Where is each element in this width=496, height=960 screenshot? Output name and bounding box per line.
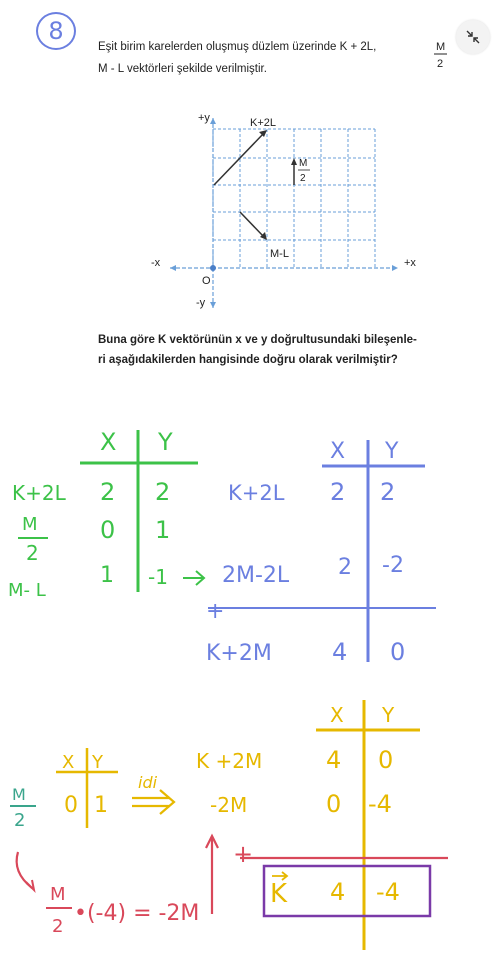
red-note-expr: •(-4) = -2M — [74, 901, 200, 926]
axis-y-neg-label: -y — [196, 297, 206, 309]
question-number: 8 — [36, 12, 76, 50]
blue-row1-y: 2 — [380, 478, 396, 506]
red-note-den: 2 — [52, 916, 64, 937]
yellow-main-table — [196, 700, 420, 950]
yellow-implication — [132, 773, 174, 814]
axis-y-pos-label: +y — [198, 112, 210, 124]
green-row3-label: M- L — [8, 580, 46, 601]
red-sum-line — [206, 836, 448, 914]
blue-row2-label: 2M-2L — [222, 563, 290, 588]
blue-row1-label: K+2L — [228, 481, 285, 505]
yellow-row2-label: -2M — [210, 793, 248, 817]
result-box — [264, 866, 430, 916]
yellow-row2-y: -4 — [368, 790, 392, 818]
blue-row2-x: 2 — [338, 555, 352, 580]
blue-row2-y: -2 — [382, 553, 404, 578]
green-row1-y: 2 — [155, 478, 171, 506]
label-m2-den: 2 — [300, 173, 306, 184]
label-k2l: K+2L — [250, 117, 276, 129]
green-row3-y: -1 — [148, 565, 168, 589]
red-note — [17, 852, 200, 937]
blue-row1-x: 2 — [330, 478, 346, 506]
green-row2-x: 0 — [100, 516, 116, 544]
yellow-row1-x: 4 — [326, 746, 342, 774]
yellow-plus: + — [233, 840, 254, 868]
yellow-m2-x: 0 — [64, 793, 78, 818]
yellow-col-x: X — [330, 703, 344, 727]
green-row1-x: 2 — [100, 478, 116, 506]
yellow-row1-y: 0 — [378, 746, 394, 774]
label-m2-num: M — [299, 158, 308, 169]
green-table — [8, 428, 204, 601]
yellow-small-y: Y — [92, 752, 103, 773]
yellow-result-y: -4 — [376, 878, 400, 906]
green-row2-den: 2 — [26, 541, 39, 565]
blue-row3-label: K+2M — [206, 641, 272, 666]
question-intro-line1: Eşit birim karelerden oluşmuş düzlem üzerinde K + 2L, — [98, 41, 377, 53]
green-row2-y: 1 — [155, 516, 171, 544]
question-prompt-line1: Buna göre K vektörünün x ve y doğrultusundaki bileşenle- — [98, 334, 417, 346]
green-row1-label: K+2L — [12, 481, 66, 505]
green-row2-num: M — [22, 514, 38, 535]
intro-frac-den: 2 — [437, 58, 444, 70]
yellow-row2-x: 0 — [326, 790, 342, 818]
yellow-result-x: 4 — [330, 878, 346, 906]
blue-plus: + — [206, 599, 225, 624]
vector-grid — [213, 129, 375, 268]
blue-col-x: X — [330, 439, 346, 464]
blue-table — [206, 439, 436, 666]
yellow-m2-fraction — [10, 785, 36, 831]
yellow-small-x: X — [62, 752, 75, 773]
axis-x-neg-label: -x — [151, 257, 161, 269]
question-intro-line2: M - L vektörleri şekilde verilmiştir. — [98, 63, 267, 75]
question-prompt-line2: ri aşağıdakilerden hangisinde doğru olarak verilmiştir? — [98, 354, 398, 366]
yellow-idi: idi — [138, 773, 158, 792]
axis-x-pos-label: +x — [404, 257, 416, 269]
yellow-m2-num: M — [12, 785, 26, 804]
green-row3-x: 1 — [100, 563, 114, 588]
yellow-m2-den: 2 — [14, 810, 26, 831]
green-col-y: Y — [158, 428, 173, 456]
yellow-col-y: Y — [382, 703, 395, 727]
green-col-x: X — [100, 428, 117, 456]
yellow-small-table — [56, 748, 118, 828]
vector-m2 — [291, 158, 297, 185]
result-label: K — [270, 879, 288, 909]
label-ml: M-L — [270, 248, 289, 260]
yellow-row1-label: K +2M — [196, 749, 263, 773]
blue-row3-y: 0 — [390, 638, 406, 666]
blue-col-y: Y — [385, 439, 399, 464]
intro-fraction — [434, 41, 447, 70]
vector-ml — [240, 212, 267, 240]
blue-row3-x: 4 — [332, 638, 348, 666]
red-note-num: M — [50, 884, 66, 905]
yellow-m2-y: 1 — [94, 793, 108, 818]
origin-label: O — [202, 275, 211, 287]
intro-frac-num: M — [436, 41, 446, 53]
